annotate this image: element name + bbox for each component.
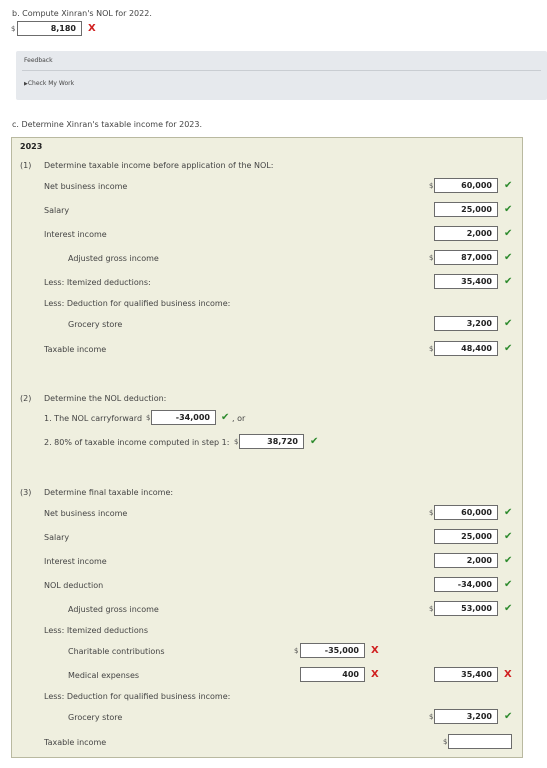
correct-icon: ✔ bbox=[221, 412, 230, 423]
step3-nol-deduction-input[interactable]: -34,000 bbox=[434, 577, 498, 592]
part-c-question: c. Determine Xinran's taxable income for 2023. bbox=[12, 120, 202, 129]
currency-symbol: $ bbox=[234, 438, 239, 446]
incorrect-icon: X bbox=[371, 645, 379, 656]
or-label: , or bbox=[232, 414, 246, 423]
step3-taxable-label: Taxable income bbox=[44, 738, 107, 747]
step1-interest-label: Interest income bbox=[44, 230, 107, 239]
step3-taxable-input[interactable] bbox=[448, 734, 512, 749]
step1-taxable-input[interactable]: 48,400 bbox=[434, 341, 498, 356]
correct-icon: ✔ bbox=[504, 276, 513, 287]
feedback-label: Feedback bbox=[24, 57, 53, 64]
part-b-question: b. Compute Xinran's NOL for 2022. bbox=[12, 9, 152, 18]
step3-interest-input[interactable]: 2,000 bbox=[434, 553, 498, 568]
correct-icon: ✔ bbox=[504, 180, 513, 191]
correct-icon: ✔ bbox=[504, 204, 513, 215]
step1-net-business-input[interactable]: 60,000 bbox=[434, 178, 498, 193]
step1-itemized-input[interactable]: 35,400 bbox=[434, 274, 498, 289]
currency-symbol: $ bbox=[429, 605, 434, 613]
step3-grocery-input[interactable]: 3,200 bbox=[434, 709, 498, 724]
correct-icon: ✔ bbox=[504, 531, 513, 542]
charitable-contributions-label: Charitable contributions bbox=[68, 647, 165, 656]
currency-symbol: $ bbox=[443, 738, 448, 746]
part-b-nol-input[interactable]: 8,180 bbox=[17, 21, 82, 36]
currency-symbol: $ bbox=[294, 647, 299, 655]
correct-icon: ✔ bbox=[504, 507, 513, 518]
step3-net-business-input[interactable]: 60,000 bbox=[434, 505, 498, 520]
step3-agi-input[interactable]: 53,000 bbox=[434, 601, 498, 616]
correct-icon: ✔ bbox=[504, 603, 513, 614]
currency-symbol: $ bbox=[429, 345, 434, 353]
step1-salary-label: Salary bbox=[44, 206, 70, 215]
nol-carryforward-input[interactable]: -34,000 bbox=[151, 410, 216, 425]
step3-salary-label: Salary bbox=[44, 533, 70, 542]
step3-nol-deduction-label: NOL deduction bbox=[44, 581, 104, 590]
correct-icon: ✔ bbox=[504, 228, 513, 239]
step1-interest-input[interactable]: 2,000 bbox=[434, 226, 498, 241]
currency-symbol: $ bbox=[146, 414, 151, 422]
step1-qbi-label: Less: Deduction for qualified business income: bbox=[44, 299, 231, 308]
step3-title: Determine final taxable income: bbox=[44, 488, 174, 497]
step1-itemized-label: Less: Itemized deductions: bbox=[44, 278, 151, 287]
correct-icon: ✔ bbox=[310, 436, 319, 447]
step1-net-business-label: Net business income bbox=[44, 182, 128, 191]
incorrect-icon: X bbox=[88, 23, 96, 34]
step3-salary-input[interactable]: 25,000 bbox=[434, 529, 498, 544]
step1-taxable-label: Taxable income bbox=[44, 345, 107, 354]
correct-icon: ✔ bbox=[504, 318, 513, 329]
feedback-divider bbox=[22, 70, 541, 71]
step1-agi-label: Adjusted gross income bbox=[68, 254, 159, 263]
step3-interest-label: Interest income bbox=[44, 557, 107, 566]
step3-net-business-label: Net business income bbox=[44, 509, 128, 518]
triangle-right-icon: ▶ bbox=[24, 81, 28, 87]
correct-icon: ✔ bbox=[504, 343, 513, 354]
correct-icon: ✔ bbox=[504, 579, 513, 590]
eighty-percent-input[interactable]: 38,720 bbox=[239, 434, 304, 449]
step3-itemized-label: Less: Itemized deductions bbox=[44, 626, 149, 635]
year-heading: 2023 bbox=[20, 142, 43, 151]
currency-symbol: $ bbox=[429, 713, 434, 721]
step3-agi-label: Adjusted gross income bbox=[68, 605, 159, 614]
correct-icon: ✔ bbox=[504, 555, 513, 566]
step2-title: Determine the NOL deduction: bbox=[44, 394, 167, 403]
step3-number: (3) bbox=[20, 488, 32, 497]
correct-icon: ✔ bbox=[504, 711, 513, 722]
step3-grocery-label: Grocery store bbox=[68, 713, 123, 722]
eighty-percent-label: 2. 80% of taxable income computed in step 1: bbox=[44, 438, 230, 447]
step1-agi-input[interactable]: 87,000 bbox=[434, 250, 498, 265]
charitable-contributions-input[interactable]: -35,000 bbox=[300, 643, 365, 658]
feedback-panel bbox=[16, 51, 547, 100]
check-my-work-label: Check My Work bbox=[27, 80, 75, 87]
incorrect-icon: X bbox=[371, 669, 379, 680]
currency-symbol: $ bbox=[429, 182, 434, 190]
step1-salary-input[interactable]: 25,000 bbox=[434, 202, 498, 217]
step3-qbi-label: Less: Deduction for qualified business income: bbox=[44, 692, 231, 701]
part-b-currency: $ bbox=[11, 25, 16, 33]
correct-icon: ✔ bbox=[504, 252, 513, 263]
medical-expenses-input[interactable]: 400 bbox=[300, 667, 365, 682]
currency-symbol: $ bbox=[429, 254, 434, 262]
nol-carryforward-label: 1. The NOL carryforward bbox=[44, 414, 143, 423]
step1-title: Determine taxable income before application of the NOL: bbox=[44, 161, 274, 170]
step2-number: (2) bbox=[20, 394, 32, 403]
step1-grocery-label: Grocery store bbox=[68, 320, 123, 329]
step1-number: (1) bbox=[20, 161, 32, 170]
check-my-work-toggle[interactable] bbox=[24, 80, 74, 87]
step1-grocery-input[interactable]: 3,200 bbox=[434, 316, 498, 331]
incorrect-icon: X bbox=[504, 669, 512, 680]
step3-itemized-total-input[interactable]: 35,400 bbox=[434, 667, 498, 682]
currency-symbol: $ bbox=[429, 509, 434, 517]
medical-expenses-label: Medical expenses bbox=[68, 671, 140, 680]
